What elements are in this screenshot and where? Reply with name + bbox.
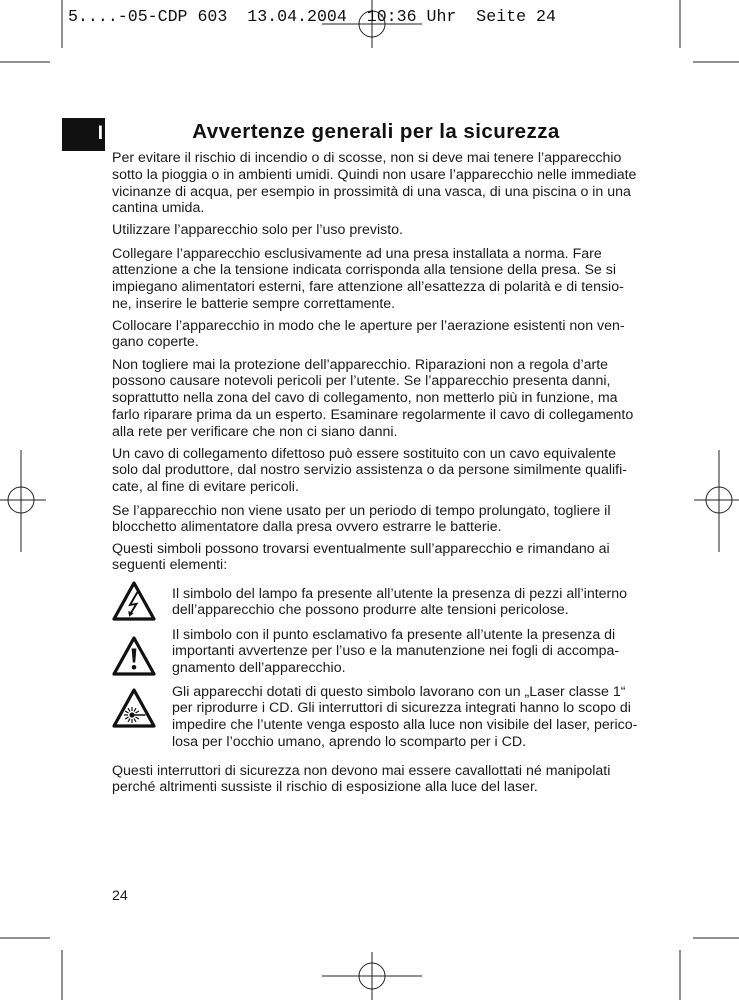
paragraph-long-disuse: Se l’apparecchio non viene usato per un periodo di tempo prolungato, togliere il blocchetto alimentatore dalla presa ovvero estrarre le batterie. [112,502,611,536]
paragraph-ventilation: Collocare l’apparecchio in modo che le aperture per l’aerazione esistenti non ven- gano coperte. [112,317,625,351]
crop-mark-top-right [680,0,739,62]
paragraph-power-outlet: Collegare l’apparecchio esclusivamente ad una presa installata a norma. Fare attenzione a che la tensione indicata corrisponda alla tensione della presa. Se si impiegano alimentatori esterni, fare attenzione all’esattezza di polarità e di tensio- ne, inserire le batterie sempre correttamente. [112,245,624,312]
symbol-text-laser: Gli apparecchi dotati di questo simbolo lavorano con un „Laser classe 1“ per riprodurre i CD. Gli interruttori di sicurezza integrati hanno lo scopo di impedire che l’utente venga esposto alla luce non visibile del laser, perico- losa per l’occhio umano, aprendo lo scomparto per i CD. [172,683,638,750]
laser-warning-icon [111,687,157,729]
symbol-text-exclamation: Il simbolo con il punto esclamativo fa presente all’utente la presenza di importanti avvertenze per l’uso e la manutenzione nei fogli di accompa- gnamento dell’apparecchio. [172,626,620,676]
exclamation-dot [132,665,137,670]
print-slug: 5....-05-CDP 603 13.04.2004 10:36 Uhr Seite 24 [68,7,556,26]
registration-mark-left [0,450,46,552]
registration-mark-bottom [322,952,422,1000]
symbol-text-lightning: Il simbolo del lampo fa presente all’utente la presenza di pezzi all’interno dell’apparecchio che possono produrre alte tensioni pericolose. [172,585,628,619]
warning-triangle [114,583,154,619]
paragraph-housing: Non togliere mai la protezione dell’apparecchio. Riparazioni non a regola d’arte possono causare notevoli pericoli per l’utente. Se l’apparecchio presenta danni, soprattutto nella zona del cavo di collegamento, non metterlo più in funzione, ma farlo riparare prima da un esperto. Esaminare regolarmente il cavo di collegamento alla rete per verificare che non ci siano danni. [112,356,634,440]
exclamation-warning-icon [111,635,157,677]
crop-mark-top-left [0,0,62,62]
paragraph-power-cable: Un cavo di collegamento difettoso può essere sostituito con un cavo equivalente solo dal produttore, dal nostro servizio assistenza o da persone similmente qualifi- cate, al fine di evitare pericoli. [112,445,627,495]
language-tab-label: I [97,123,103,144]
paragraph-intended-use: Utilizzare l’apparecchio solo per l’uso previsto. [112,222,403,238]
warning-triangle [114,690,154,726]
page-number: 24 [112,888,128,904]
crop-mark-bottom-right [680,938,739,1000]
crop-mark-bottom-left [0,938,62,1000]
paragraph-moisture: Per evitare il rischio di incendio o di scosse, non si deve mai tenere l’apparecchio sotto la pioggia o in ambienti umidi. Quindi non usare l’apparecchio nelle immediate vicinanze di acqua, per esempio in prossimità di una vasca, di una piscina o in una cantina umida. [112,150,637,217]
lightning-warning-icon [111,580,157,622]
language-tab [62,118,105,151]
paragraph-safety-switches: Questi interruttori di sicurezza non devono mai essere cavallottati né manipolati perché altrimenti sussiste il rischio di esposizione alla luce del laser. [112,762,611,796]
page-title: Avvertenze generali per la sicurezza [192,120,560,143]
paragraph-symbols-intro: Questi simboli possono trovarsi eventualmente sull’apparecchio e rimandano ai seguenti elementi: [112,540,610,574]
registration-mark-right [694,450,739,552]
